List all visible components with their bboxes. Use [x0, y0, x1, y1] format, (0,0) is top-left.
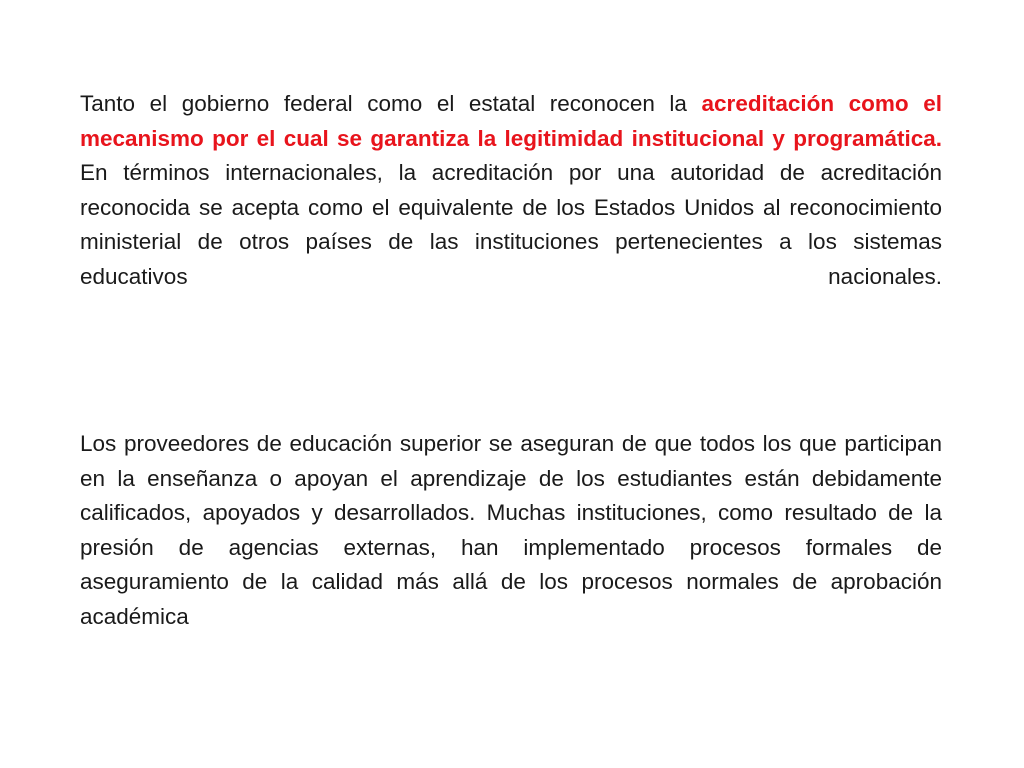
- paragraph-quality-assurance: [80, 427, 942, 635]
- paragraph-2-text: Los proveedores de educación superior se aseguran de que todos los que participan en la enseñanza o apoyan el aprendizaje de los estudiantes están debidamente calificados, apoyados y desarrollados. Muchas instituciones, como resultado de la presión de agencias externas, han implementado procesos formales de aseguramiento de la calidad más allá de los procesos normales de aprobación académica: [80, 431, 942, 629]
- paragraph-1-highlight: acreditación como el mecanismo por el cual se garantiza la legitimidad institucional y programática.: [80, 91, 943, 151]
- paragraph-accreditation: [80, 87, 942, 295]
- paragraph-1-rest: En términos internacionales, la acreditación por una autoridad de acreditación reconocida se acepta como el equivalente de los Estados Unidos al reconocimiento ministerial de otros países de las instituciones pertenecientes a los sistemas educativos nacionales.: [80, 160, 942, 289]
- paragraph-1-lead: Tanto el gobierno federal como el estatal reconocen la: [80, 91, 702, 116]
